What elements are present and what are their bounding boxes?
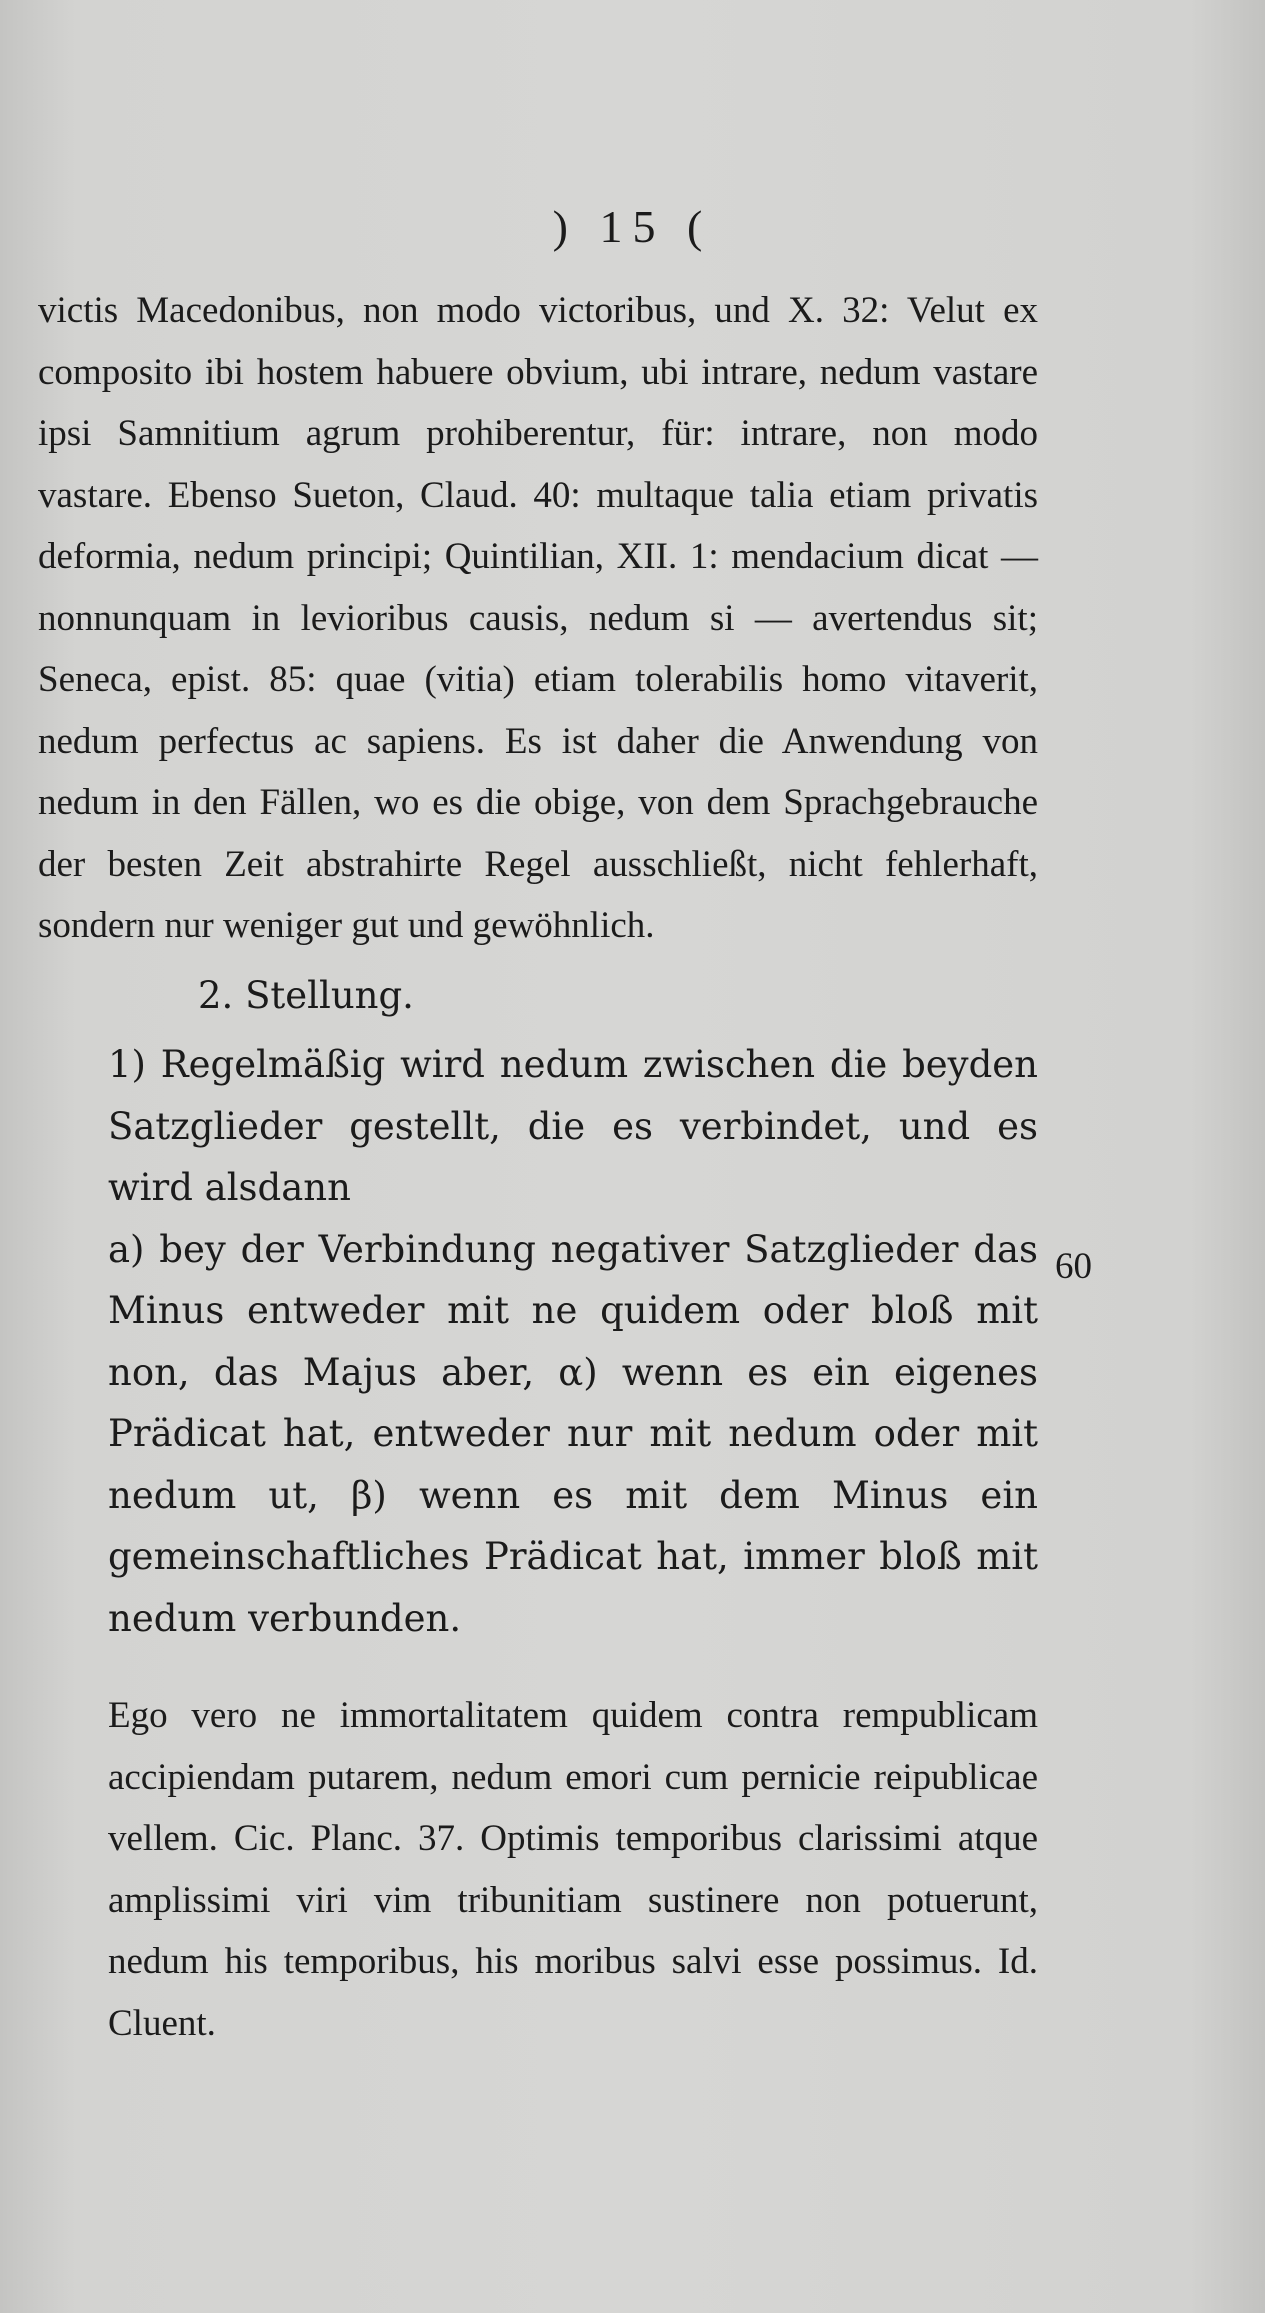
page-number: ) 15 ( xyxy=(552,201,713,252)
paragraph-continuation: victis Macedonibus, non modo victoribus, und X. 32: Velut ex composito ibi hostem habuere obvium, ubi intrare, nedum vastare ipsi Samnitium agrum prohiberentur, für: intrare, non modo vastare. Ebenso Sueton, Claud. 40: multaque talia etiam privatis deformia, nedum principi; Quintilian, XII. 1: mendacium dicat — nonnunquam in levioribus causis, nedum si — avertendus sit; Seneca, epist. 85: quae (vitia) etiam tolerabilis homo vitaverit, nedum perfectus ac sapiens. Es ist daher die Anwendung von nedum in den Fällen, wo es die obige, von dem Sprachgebrauche der besten Zeit abstrahirte Regel ausschließt, nicht fehlerhaft, sondern nur weniger gut und gewöhnlich. xyxy=(38,290,1038,946)
paragraph-examples: Ego vero ne immortalitatem quidem contra rempublicam accipiendam putarem, nedum emori cum pernicie reipublicae vellem. Cic. Planc. 37. Optimis temporibus clarissimi atque amplissimi viri vim tribunitiam sustinere non potuerunt, nedum his temporibus, his moribus salvi esse possimus. Id. Cluent. xyxy=(108,1695,1038,2044)
margin-note: 60 xyxy=(1055,1246,1092,1287)
paragraph-rule-a: a) bey der Verbindung negativer Satzglieder das Minus entweder mit ne quidem oder bloß mit non, das Majus aber, α) wenn es ein eigenes Prädicat hat, entweder nur mit nedum oder mit nedum ut, β) wenn es mit dem Minus ein gemeinschaftliches Prädicat hat, immer bloß mit nedum verbunden. xyxy=(108,1227,1038,1640)
section-heading: 2. Stellung. xyxy=(198,973,414,1017)
paragraph-rule-1: 1) Regelmäßig wird nedum zwischen die beyden Satzglieder gestellt, die es verbindet, und es wird alsdann xyxy=(108,1043,1038,1209)
page-body xyxy=(38,280,1038,2054)
